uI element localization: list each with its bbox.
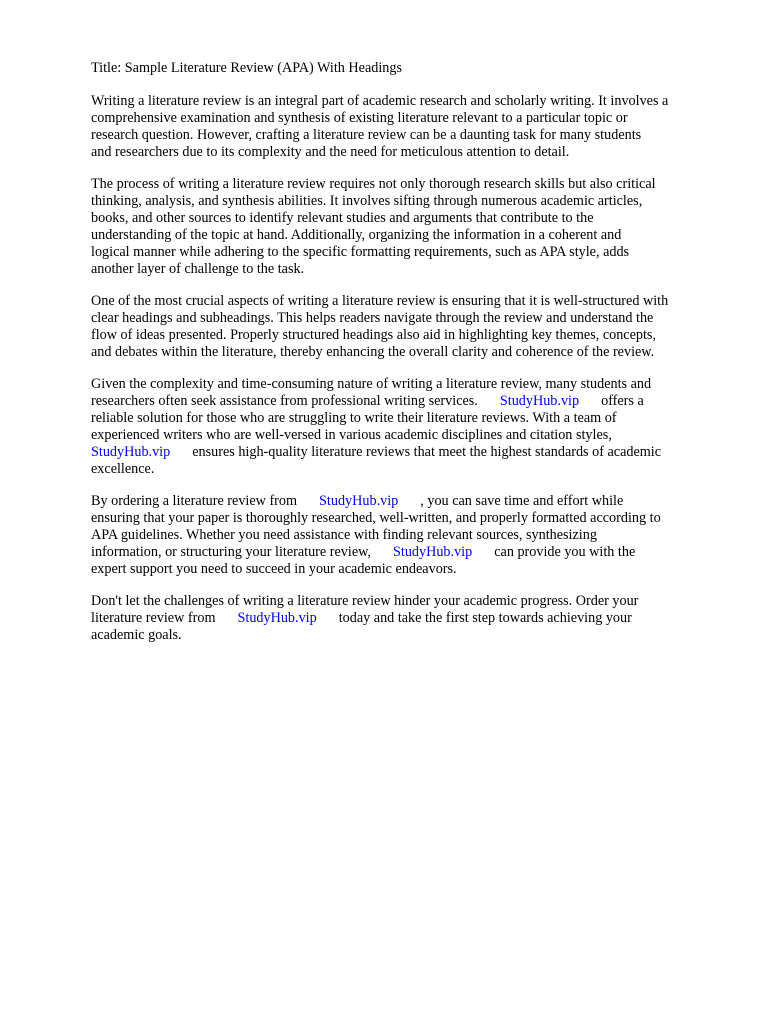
text-segment: today and take the first step towards achieving your [338, 610, 632, 626]
text-line [91, 193, 731, 210]
text-line [91, 593, 731, 610]
text-line [91, 627, 731, 644]
text-segment: The process of writing a literature review requires not only thorough research skills but also critical [91, 176, 656, 192]
paragraph [91, 593, 731, 644]
text-line [91, 561, 731, 578]
text-line [91, 510, 731, 527]
text-segment: offers a [601, 393, 644, 409]
paragraph [91, 376, 731, 478]
paragraph [91, 176, 731, 278]
studyhub-link[interactable]: StudyHub.vip [319, 493, 399, 509]
text-line [91, 110, 731, 127]
text-line [91, 393, 731, 410]
text-segment: information, or structuring your literature review, [91, 544, 371, 560]
text-line [91, 544, 731, 561]
document-title: Title: Sample Literature Review (APA) With Headings [91, 60, 402, 76]
text-segment: and debates within the literature, thereby enhancing the overall clarity and coherence of the review. [91, 344, 655, 360]
text-line [91, 310, 731, 327]
text-segment: logical manner while adhering to the specific formatting requirements, such as APA style, adds [91, 244, 630, 260]
studyhub-link[interactable]: StudyHub.vip [91, 444, 171, 460]
text-line [91, 293, 731, 310]
text-line [91, 227, 731, 244]
text-line [91, 376, 731, 393]
text-segment: researchers often seek assistance from professional writing services. [91, 393, 478, 409]
text-segment: ensures high-quality literature reviews that meet the highest standards of academic [192, 444, 662, 460]
text-segment: literature review from [91, 610, 216, 626]
text-segment: experienced writers who are well-versed in various academic disciplines and citation styles, [91, 427, 612, 443]
text-segment: Don't let the challenges of writing a literature review hinder your academic progress. Order your [91, 593, 639, 609]
text-segment: expert support you need to succeed in your academic endeavors. [91, 561, 457, 577]
text-segment: One of the most crucial aspects of writing a literature review is ensuring that it is well-structured with [91, 293, 669, 309]
text-segment: and researchers due to its complexity and the need for meticulous attention to detail. [91, 144, 570, 160]
text-segment: reliable solution for those who are struggling to write their literature reviews. With a team of [91, 410, 617, 426]
text-segment: Writing a literature review is an integral part of academic research and scholarly writing. It involves a [91, 93, 669, 109]
text-line [91, 127, 731, 144]
text-line [91, 444, 731, 461]
text-segment: can provide you with the [494, 544, 636, 560]
text-segment: comprehensive examination and synthesis of existing literature relevant to a particular topic or [91, 110, 628, 126]
text-segment: By ordering a literature review from [91, 493, 298, 509]
text-line [91, 527, 731, 544]
text-line [91, 344, 731, 361]
text-segment: Given the complexity and time-consuming nature of writing a literature review, many students and [91, 376, 652, 392]
text-line [91, 327, 731, 344]
text-line [91, 461, 731, 478]
text-line [91, 427, 731, 444]
studyhub-link[interactable]: StudyHub.vip [392, 544, 473, 560]
text-segment: research question. However, crafting a literature review can be a daunting task for many students [91, 127, 642, 143]
paragraph [91, 93, 731, 161]
text-segment: academic goals. [91, 627, 182, 643]
text-line [91, 93, 731, 110]
text-line [91, 610, 731, 627]
text-segment: APA guidelines. Whether you need assistance with finding relevant sources, synthesizing [91, 527, 597, 543]
text-segment: excellence. [91, 461, 155, 477]
studyhub-link[interactable]: StudyHub.vip [237, 610, 317, 626]
paragraph [91, 493, 731, 578]
paragraph [91, 293, 731, 361]
text-segment: clear headings and subheadings. This helps readers navigate through the review and understand the [91, 310, 654, 326]
text-line [91, 410, 731, 427]
text-segment: flow of ideas presented. Properly structured headings also aid in highlighting key themes, concepts, [91, 327, 656, 343]
text-line [91, 176, 731, 193]
text-segment: another layer of challenge to the task. [91, 261, 305, 277]
text-line [91, 244, 731, 261]
studyhub-link[interactable]: StudyHub.vip [499, 393, 580, 409]
document-page [91, 60, 731, 659]
text-line [91, 493, 731, 510]
text-segment: ensuring that your paper is thoroughly researched, well-written, and properly formatted according to [91, 510, 661, 526]
text-segment: thinking, analysis, and synthesis abilities. It involves sifting through numerous academic articles, [91, 193, 643, 209]
text-segment: , you can save time and effort while [420, 493, 624, 509]
text-line [91, 144, 731, 161]
text-segment: understanding of the topic at hand. Additionally, organizing the information in a coherent and [91, 227, 622, 243]
text-line [91, 210, 731, 227]
text-segment: books, and other sources to identify relevant studies and arguments that contribute to the [91, 210, 594, 226]
text-line [91, 261, 731, 278]
document-body [91, 93, 731, 644]
